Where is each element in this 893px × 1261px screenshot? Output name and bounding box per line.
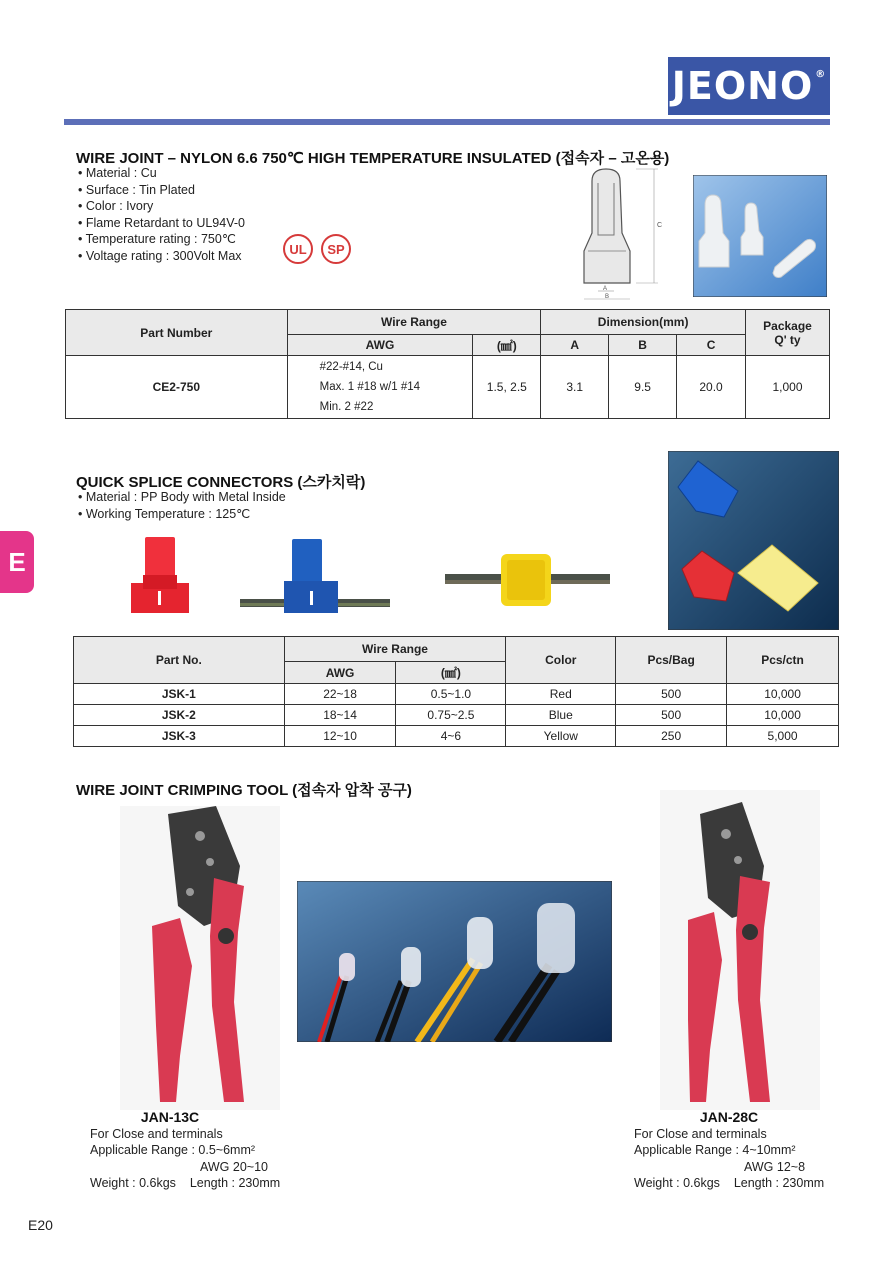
blue-connector-image: [240, 535, 390, 621]
header-dimension: Dimension(mm): [541, 310, 746, 335]
tool1-weight-length: Weight : 0.6kgs Length : 230mm: [90, 1176, 281, 1190]
spec-item: • Temperature rating : 750℃: [78, 231, 245, 248]
page-number: E20: [28, 1217, 53, 1233]
header-dim-c: C: [677, 335, 746, 356]
header-wire-range: Wire Range: [287, 310, 541, 335]
wire-joint-application-photo: [297, 881, 612, 1042]
cell-dim-a: 3.1: [541, 356, 609, 419]
table-row: JSK-3 12~10 4~6 Yellow 250 5,000: [74, 726, 839, 747]
header-pcs-bag: Pcs/Bag: [616, 637, 727, 684]
tool1-caption: [90, 1109, 290, 1192]
tool2-model: JAN-28C: [699, 1109, 759, 1125]
header-pcs-ctn: Pcs/ctn: [727, 637, 839, 684]
tool2-range: Applicable Range : 4~10mm²: [634, 1143, 796, 1157]
header-dim-b: B: [609, 335, 677, 356]
wire-joint-spec-list: [78, 165, 245, 265]
tool2-caption: [634, 1109, 834, 1192]
tool1-purpose: For Close and terminals: [90, 1126, 223, 1141]
crimping-tool-jan13c-image: [120, 806, 280, 1110]
registered-mark: ®: [815, 68, 827, 80]
brand-logo: [668, 57, 830, 115]
spec-item: • Flame Retardant to UL94V-0: [78, 215, 245, 232]
cell-mm2: 1.5, 2.5: [473, 356, 541, 419]
tool1-awg: AWG 20~10: [200, 1159, 268, 1174]
tool1-model: JAN-13C: [140, 1109, 200, 1125]
quick-splice-spec-list: [78, 489, 286, 522]
section-title-quick-splice: QUICK SPLICE CONNECTORS (스카치락): [76, 474, 366, 491]
red-connector-image: [125, 535, 195, 621]
header-mm2: (㎟): [473, 335, 541, 356]
yellow-connector-image: [445, 550, 610, 610]
quick-splice-product-photo: [668, 451, 839, 630]
logo-text: JEONO: [671, 64, 814, 108]
cell-part: CE2-750: [66, 356, 288, 419]
crimping-tool-jan28c-image: [660, 790, 820, 1110]
cell-qty: 1,000: [746, 356, 830, 419]
header-part-no: Part No.: [74, 637, 285, 684]
cell-dim-b: 9.5: [609, 356, 677, 419]
cell-dim-c: 20.0: [677, 356, 746, 419]
ul-cert-icon: UL: [283, 234, 313, 264]
dim-label-c: C: [657, 222, 663, 229]
header-package: Package Q' ty: [746, 310, 830, 356]
section-title-crimping-tool: WIRE JOINT CRIMPING TOOL (접속자 압착 공구): [76, 782, 412, 799]
header-dim-a: A: [541, 335, 609, 356]
header-color: Color: [506, 637, 616, 684]
section-title-wire-joint: WIRE JOINT – NYLON 6.6 750℃ HIGH TEMPERATURE INSULATED (접속자 – 고온용): [76, 150, 670, 167]
section-tab-letter: E: [8, 546, 26, 577]
header-awg: AWG: [284, 662, 396, 684]
spec-item: • Voltage rating : 300Volt Max: [78, 248, 245, 265]
tool2-awg: AWG 12~8: [744, 1159, 806, 1174]
cell-awg: #22-#14, Cu Max. 1 #18 w/1 #14 Min. 2 #22: [287, 356, 473, 419]
table-row: [66, 356, 830, 419]
dim-label-a: A: [603, 286, 608, 292]
tool1-range: Applicable Range : 0.5~6mm²: [90, 1143, 256, 1157]
csa-cert-icon: SP: [321, 234, 351, 264]
header-mm2: (㎟): [396, 662, 506, 684]
section-tab: [0, 531, 34, 593]
dim-label-b: B: [605, 294, 610, 300]
quick-splice-spec-table: [73, 636, 839, 747]
header-wire-range: Wire Range: [284, 637, 506, 662]
table-row: JSK-2 18~14 0.75~2.5 Blue 500 10,000: [74, 705, 839, 726]
tool2-purpose: For Close and terminals: [634, 1126, 767, 1141]
spec-item: • Material : PP Body with Metal Inside: [78, 489, 286, 506]
tool2-weight-length: Weight : 0.6kgs Length : 230mm: [634, 1176, 825, 1190]
header-part-number: Part Number: [66, 310, 288, 356]
header-awg: AWG: [287, 335, 473, 356]
spec-item: • Color : Ivory: [78, 198, 245, 215]
header-rule: [64, 119, 830, 125]
wire-joint-dimension-diagram: [570, 163, 670, 303]
spec-item: • Material : Cu: [78, 165, 245, 182]
wire-joint-spec-table: [65, 309, 830, 419]
spec-item: • Working Temperature : 125℃: [78, 506, 286, 523]
wire-joint-product-photo: [693, 175, 827, 297]
table-row: JSK-1 22~18 0.5~1.0 Red 500 10,000: [74, 684, 839, 705]
spec-item: • Surface : Tin Plated: [78, 182, 245, 199]
